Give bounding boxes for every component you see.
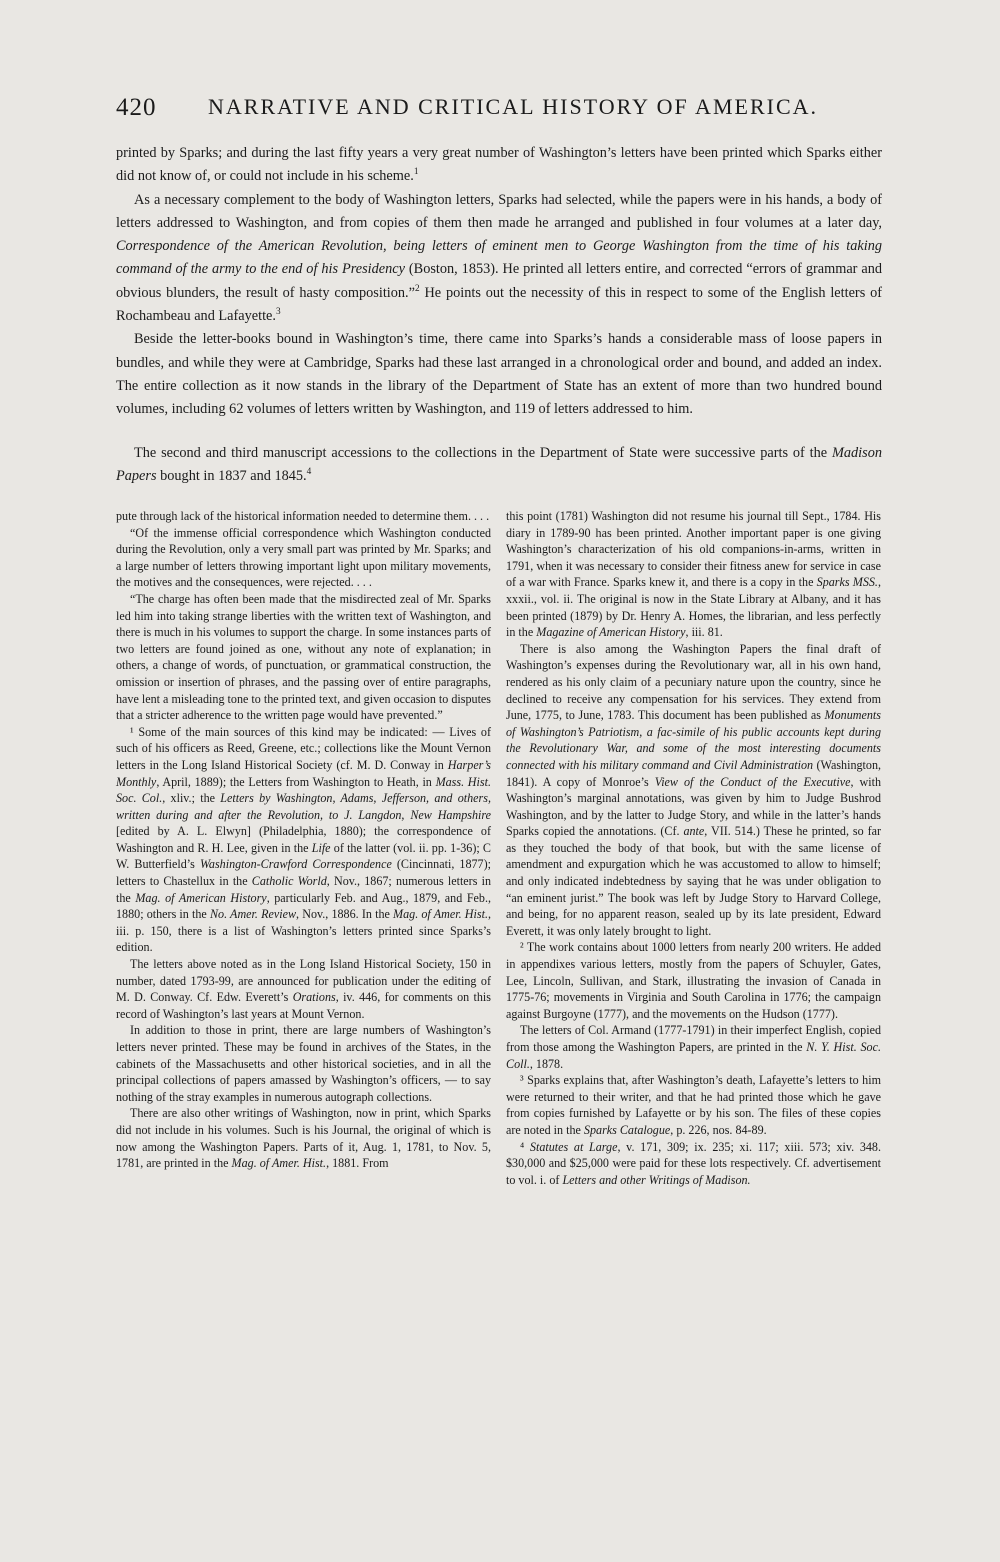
footnote-text: In addition to those in print, there are large numbers of Washington’s letters never printed. These may be found in archives of the States, in the cabinets of the Massachusetts and other historical societies, and in all the principal collections of papers amassed by Washington’s officers, — to say nothing of the stray examples in numerous autograph collections. bbox=[116, 1023, 491, 1104]
footnote-1: ¹ Some of the main sources of this kind may be indicated: — Lives of such of his officers as Reed, Greene, etc.; collections like the Mount Vernon letters in the Long Island Historical Society (cf. M. D. Conway in Harper’s Monthly, April, 1889); the Letters from Washington to Heath, in Mass. Hist. Soc. Col., xliv.; the Letters by Washington, Adams, Jefferson, and others, written during and after the Revolution, to J. Langdon, New Hampshire [edited by A. L. Elwyn] (Philadelphia, 1880); the correspondence of Washington and R. H. Lee, given in the Life of the latter (vol. ii. pp. 1-36); C W. Butterfield’s Washington-Crawford Correspondence (Cincinnati, 1877); letters to Chastellux in the Catholic World, Nov., 1867; numerous letters in the Mag. of American History, particularly Feb. and Aug., 1879, and Feb., 1880; others in the No. Amer. Review, Nov., 1886. In the Mag. of Amer. Hist., iii. p. 150, there is a list of Washington’s letters printed since Sparks’s edition. bbox=[116, 724, 492, 955]
page-number: 420 bbox=[116, 94, 157, 121]
main-text bbox=[116, 142, 882, 488]
paragraph-4: The second and third manuscript accessions to the collections in the Department of State were successive parts of the Madison Papers bought in 1837 and 1845.$^4$ bbox=[116, 444, 883, 484]
footnote-3: ³ Sparks explains that, after Washington’s death, Lafayette’s letters to him were returned to their writer, and that he had printed those which he gave from copies furnished by Lafayette or by his son. The files of these copies are noted in the Sparks Catalogue, p. 226, nos. 84-89. bbox=[506, 1073, 881, 1137]
paragraph-1: printed by Sparks; and during the last fifty years a very great number of Washington’s letters have been printed which Sparks either did not know of, or could not include in his scheme.$^1$ bbox=[116, 145, 882, 185]
footnote-text: The letters above noted as in the Long Island Historical Society, 150 in number, dated 1793-99, are announced for publication under the editing of M. D. Conway. Cf. Edw. Everett’s Orations, iv. 446, for comments on this record of Washington’s last years at Mount Vernon. bbox=[116, 957, 491, 1021]
footnote-4: ⁴ Statutes at Large, v. 171, 309; ix. 235; xi. 117; xiii. 573; xiv. 348. $30,000 and $25,000 were paid for these lots respectively. Cf. advertisement to vol. i. of Letters and other Writings of Madison. bbox=[506, 1139, 881, 1187]
paragraph-2: As a necessary complement to the body of Washington letters, Sparks had selected, while the papers were in his hands, a body of letters addressed to Washington, and from copies of them then made he arranged and published in four volumes at a later day, Correspondence of the American Revolution, being letters of eminent men to George Washington from the time of his taking command of the army to the end of his Presidency (Boston, 1853). He printed all letters entire, and corrected “errors of grammar and obvious blunders, the result of hasty composition.”$^2$ He points out the necessity of this in respect to some of the English letters of Rochambeau and Lafayette.$^3$ bbox=[116, 191, 882, 325]
footnotes-right-column bbox=[506, 508, 881, 1188]
paragraph-3: Beside the letter-books bound in Washington’s time, there came into Sparks’s hands a considerable mass of loose papers in bundles, and while they were at Cambridge, Sparks had these last arranged in a chronological order and bound, and added an index. The entire collection as it now stands in the library of the Department of State has an extent of more than two hundred bound volumes, including 62 volumes of letters written by Washington, and 119 of letters addressed to him. bbox=[116, 331, 882, 418]
footnote-2: ² The work contains about 1000 letters from nearly 200 writers. He added in appendixes various letters, mostly from the papers of Schuyler, Gates, Lee, Lincoln, Sullivan, and Stark, illustrating the invasion of Canada in 1775-76; movements in Virginia and South Carolina in 1776; the campaign against Burgoyne (1777), and the movements on the Hudson (1777). bbox=[506, 940, 881, 1021]
footnote-text: The letters of Col. Armand (1777-1791) in their imperfect English, copied from those among the Washington Papers, are printed in the N. Y. Hist. Soc. Coll., 1878. bbox=[506, 1023, 881, 1071]
footnote-ref: 4 bbox=[306, 467, 312, 478]
footnote-text: There are also other writings of Washington, now in print, which Sparks did not include in his volumes. Such is his Journal, the original of which is now among the Washington Papers. Parts of it, Aug. 1, 1781, to Nov. 5, 1781, are printed in the Mag. of Amer. Hist., 1881. From bbox=[116, 1106, 491, 1171]
book-title: Correspondence of the American Revolution, being letters of eminent men to George Washington from the time of his taking command of the army to the end of his Presidency bbox=[116, 238, 882, 278]
footnote-text: “The charge has often been made that the misdirected zeal of Mr. Sparks led him into taking strange liberties with the written text of Washington, and there is much in his volumes to support the charge. In some instances parts of two letters are found joined as one, without any note of explanation; in others, a change of words, of punctuation, or grammatical construction, the omission or insertion of phrases, and the passing over of entire paragraphs, have lent a misleading tone to the printed text, and given occasion to disputes that a stricter adherence to the written page would have prevented.” bbox=[116, 591, 491, 723]
footnote-text: this point (1781) Washington did not resume his journal till Sept., 1784. His diary in 1789-90 has been printed. Another important paper is one giving Washington’s characterization of his old companions-in-arms, written in 1791, when it was necessary to consider their fitness anew for service in case of a war with France. Sparks knew it, and there is a copy in the Sparks MSS., xxxii., vol. ii. The original is now in the State Library at Albany, and it has been printed (1879) by Dr. Henry A. Homes, the librarian, and less perfectly in the Magazine of American History, iii. 81. bbox=[506, 509, 881, 640]
book-title: Madison Papers bbox=[116, 444, 883, 484]
footnotes-left-column bbox=[116, 508, 491, 1172]
footnote-text: pute through lack of the historical information needed to determine them. . . . bbox=[116, 509, 490, 523]
footnote-ref: 2 bbox=[414, 284, 420, 295]
footnote-text: “Of the immense official correspondence which Washington conducted during the Revolution, only a very small part was printed by Mr. Sparks; and a large number of letters throwing important light upon military movements, the motives and the consequences, were rejected. . . . bbox=[116, 525, 491, 590]
footnote-ref: 3 bbox=[275, 307, 281, 318]
footnote-ref: 1 bbox=[413, 167, 419, 178]
footnote-text: There is also among the Washington Papers the final draft of Washington’s expenses during the Revolutionary war, all in his own hand, rendered as his only claim of a pecuniary nature upon the country, since he declined to receive any compensation for his services. They extend from June, 1775, to June, 1783. This document has been published as Monuments of Washington’s Patriotism, a fac-simile of his public accounts kept during the Revolutionary War, and some of the most interesting documents connected with his military command and Civil Administration (Washington, 1841). A copy of Monroe’s View of the Conduct of the Executive, with Washington’s marginal annotations, was given by him to Judge Bushrod Washington, and by the latter to Judge Story, and while in the latter’s hands Sparks copied the annotations. (Cf. ante, VII. 514.) These he printed, so far as they touched the body of that book, but with the same license of amendment and expurgation which he was accustomed to allow to himself; and only indicated indebtedness by saying that he was under obligation to “an eminent jurist.” The book was left by Judge Story to Harvard College, and being, for no apparent reason, sealed up by its late president, Edward Everett, it was only lately brought to light. bbox=[506, 641, 882, 938]
running-title: NARRATIVE AND CRITICAL HISTORY OF AMERICA. bbox=[208, 94, 819, 119]
page-header bbox=[116, 94, 896, 128]
